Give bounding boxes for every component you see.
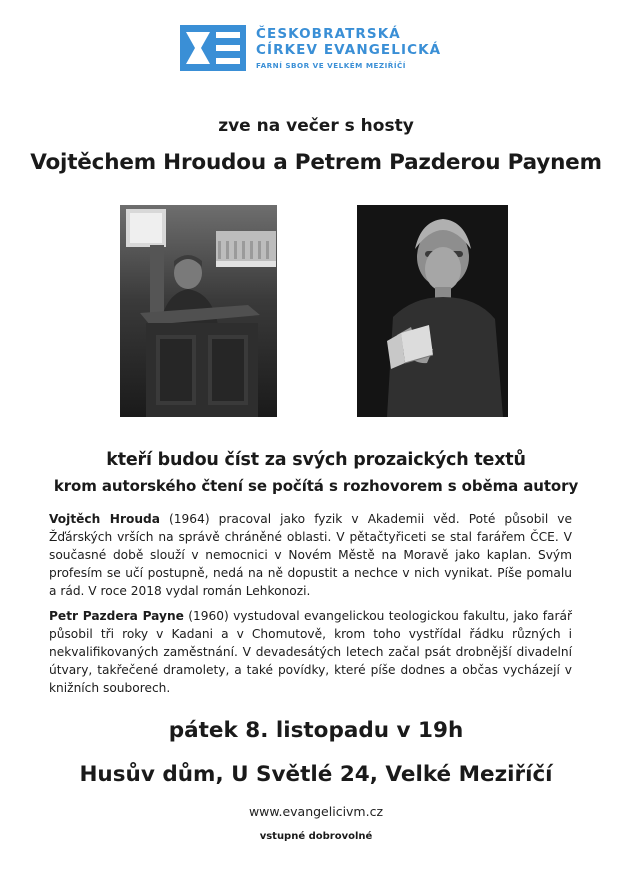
logo-line-1: ČESKOBRATRSKÁ <box>256 26 401 42</box>
bio-hrouda-name: Vojtěch Hrouda <box>49 512 160 526</box>
logo-text <box>256 26 441 70</box>
chalice-cross-logo-icon <box>180 25 246 71</box>
guests-heading: Vojtěchem Hroudou a Petrem Pazderou Paynem <box>30 150 602 175</box>
bio-payne-name: Petr Pazdera Payne <box>49 609 184 623</box>
photo-payne-reading <box>357 205 508 417</box>
entry-note: vstupné dobrovolné <box>259 831 373 842</box>
event-place: Husův dům, U Světlé 24, Velké Meziříčí <box>79 762 553 787</box>
talk-subheading: krom autorského čtení se počítá s rozhovorem s oběma autory <box>53 477 579 495</box>
bio-payne <box>49 607 572 697</box>
bio-hrouda-text: (1964) pracoval jako fyzik v Akademii věd. Poté působil ve Žďárských vrších na správě chráněné oblasti. V pětačtyřiceti se stal farářem ČCE. V současné době slouží v nemocnici v Novém Městě na Moravě jako kaplan. Svým profesím se učí postupně, nedá na ně dopustit a nechce v nich vynikat. Píše pomalu a rád. V roce 2018 vydal román Lehkonozi. <box>49 512 572 598</box>
event-date: pátek 8. listopadu v 19h <box>168 718 464 743</box>
invite-text: zve na večer s hosty <box>218 116 414 136</box>
website-link[interactable]: www.evangelicivm.cz <box>248 804 384 819</box>
logo-line-2: CÍRKEV EVANGELICKÁ <box>256 42 442 58</box>
bio-payne-text: (1960) vystudoval evangelickou teologickou fakultu, jako farář působil tři roky v Kadani a v Chomutově, krom toho vystřídal řádku různých i nekvalifikovaných zaměstnání. V devadesátých letech začal psát drobnější divadelní útvary, takřečené dramolety, a také povídky, které píše dodnes a občas vycházejí v knižních souborech. <box>49 609 572 695</box>
bio-hrouda <box>49 510 572 600</box>
reading-heading: kteří budou číst za svých prozaických textů <box>106 450 526 470</box>
photo-hrouda-at-pulpit <box>120 205 277 417</box>
logo-line-3: FARNÍ SBOR VE VELKÉM MEZIŘÍČÍ <box>256 61 406 70</box>
church-logo <box>180 25 460 73</box>
